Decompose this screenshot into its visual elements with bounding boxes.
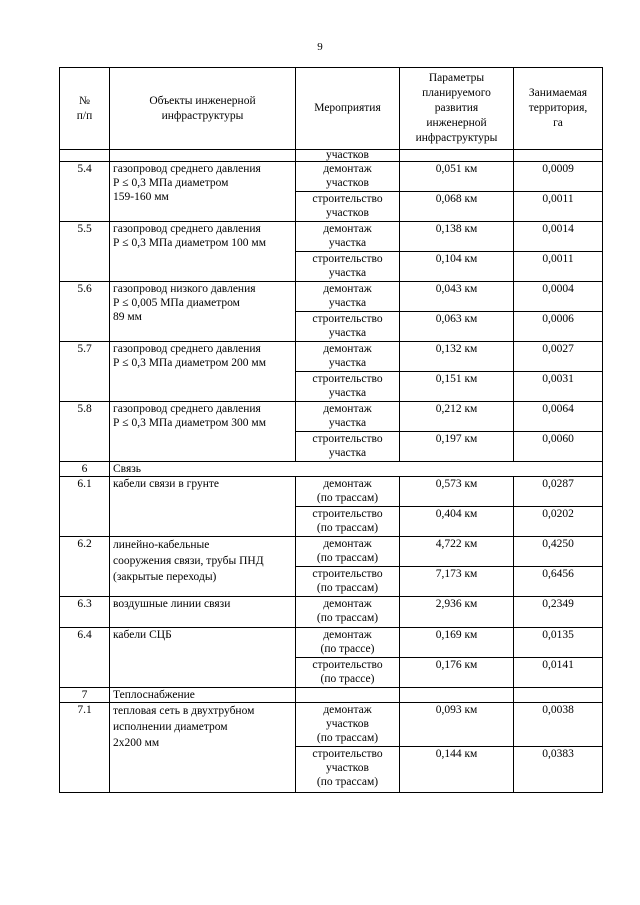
measure-cell: демонтаж (по трассе) (296, 628, 400, 658)
area-cell: 0,0031 (514, 372, 603, 402)
measure-cell: демонтаж (по трассам) (296, 477, 400, 507)
table-row (60, 628, 603, 658)
param-cell: 0,151 км (400, 372, 514, 402)
param-cell: 0,132 км (400, 342, 514, 372)
header-num: № п/п (60, 68, 110, 150)
param-cell: 0,144 км (400, 747, 514, 793)
area-cell: 0,0004 (514, 282, 603, 312)
area-cell: 0,0064 (514, 402, 603, 432)
measure-cell: участков (296, 150, 400, 162)
table-row (60, 703, 603, 747)
page-number: 9 (317, 41, 323, 53)
param-cell: 0,404 км (400, 507, 514, 537)
table-row (60, 402, 603, 432)
section-number: 6 (60, 462, 110, 477)
measure-cell: строительство (по трассам) (296, 507, 400, 537)
header-area: Занимаемая территория, га (514, 68, 603, 150)
object-cell: газопровод среднего давления Р ≤ 0,3 МПа диаметром 200 мм (110, 342, 296, 402)
param-cell: 0,176 км (400, 658, 514, 688)
object-cell: газопровод низкого давления Р ≤ 0,005 МПа диаметром 89 мм (110, 282, 296, 342)
area-cell: 0,0014 (514, 222, 603, 252)
object-cell: тепловая сеть в двухтрубном исполнении диаметром 2x200 мм (110, 703, 296, 793)
area-cell: 0,0141 (514, 658, 603, 688)
measure-cell: строительство участков (296, 192, 400, 222)
measure-cell: демонтаж участка (296, 402, 400, 432)
row-number: 5.4 (60, 162, 110, 222)
row-number: 6.3 (60, 597, 110, 628)
param-cell: 0,093 км (400, 703, 514, 747)
measure-cell: демонтаж участка (296, 222, 400, 252)
area-cell: 0,0038 (514, 703, 603, 747)
section-number: 7 (60, 688, 110, 703)
measure-cell: демонтаж участков (296, 162, 400, 192)
measure-cell: строительство (по трассе) (296, 658, 400, 688)
row-number: 5.8 (60, 402, 110, 462)
row-number: 6.2 (60, 537, 110, 597)
measure-cell: демонтаж (по трассам) (296, 537, 400, 567)
area-cell: 0,0135 (514, 628, 603, 658)
table-row (60, 597, 603, 628)
measure-cell: строительство участков (по трассам) (296, 747, 400, 793)
measure-cell: демонтаж участка (296, 282, 400, 312)
object-cell: воздушные линии связи (110, 597, 296, 628)
infrastructure-table (59, 67, 603, 793)
header-object: Объекты инженерной инфраструктуры (110, 68, 296, 150)
param-cell: 0,169 км (400, 628, 514, 658)
header-measure: Мероприятия (296, 68, 400, 150)
section-title: Теплоснабжение (110, 688, 296, 703)
table-row (60, 282, 603, 312)
measure-cell: строительство участка (296, 372, 400, 402)
area-cell: 0,0027 (514, 342, 603, 372)
area-cell: 0,0383 (514, 747, 603, 793)
param-cell: 0,138 км (400, 222, 514, 252)
param-cell: 0,068 км (400, 192, 514, 222)
param-cell: 0,063 км (400, 312, 514, 342)
area-cell: 0,4250 (514, 537, 603, 567)
area-cell: 0,0202 (514, 507, 603, 537)
table-row (60, 342, 603, 372)
area-cell: 0,0287 (514, 477, 603, 507)
area-cell: 0,0006 (514, 312, 603, 342)
object-cell: кабели СЦБ (110, 628, 296, 688)
measure-cell: строительство (по трассам) (296, 567, 400, 597)
row-number: 5.6 (60, 282, 110, 342)
row-number: 5.5 (60, 222, 110, 282)
area-cell: 0,0009 (514, 162, 603, 192)
table-header-row (60, 68, 603, 150)
object-cell: газопровод среднего давления Р ≤ 0,3 МПа диаметром 100 мм (110, 222, 296, 282)
measure-cell: строительство участка (296, 432, 400, 462)
object-cell: кабели связи в грунте (110, 477, 296, 537)
object-cell: газопровод среднего давления Р ≤ 0,3 МПа диаметром 300 мм (110, 402, 296, 462)
object-cell: газопровод среднего давления Р ≤ 0,3 МПа диаметром 159-160 мм (110, 162, 296, 222)
object-cell: линейно-кабельные сооружения связи, трубы ПНД (закрытые переходы) (110, 537, 296, 597)
section-row (60, 688, 603, 703)
area-cell: 0,6456 (514, 567, 603, 597)
param-cell: 0,104 км (400, 252, 514, 282)
section-row (60, 462, 603, 477)
param-cell: 0,051 км (400, 162, 514, 192)
param-cell: 0,197 км (400, 432, 514, 462)
table-row (60, 477, 603, 507)
area-cell: 0,0011 (514, 192, 603, 222)
area-cell: 0,0011 (514, 252, 603, 282)
measure-cell: строительство участка (296, 312, 400, 342)
table-row (60, 162, 603, 192)
measure-cell: демонтаж участков (по трассам) (296, 703, 400, 747)
row-number: 6.4 (60, 628, 110, 688)
header-params: Параметры планируемого развития инженерной инфраструктуры (400, 68, 514, 150)
row-number: 7.1 (60, 703, 110, 793)
area-cell: 0,0060 (514, 432, 603, 462)
param-cell: 4,722 км (400, 537, 514, 567)
param-cell: 0,043 км (400, 282, 514, 312)
measure-cell: демонтаж участка (296, 342, 400, 372)
param-cell: 7,173 км (400, 567, 514, 597)
row-number: 5.7 (60, 342, 110, 402)
param-cell: 0,573 км (400, 477, 514, 507)
table-row (60, 537, 603, 567)
row-number: 6.1 (60, 477, 110, 537)
param-cell: 0,212 км (400, 402, 514, 432)
param-cell: 2,936 км (400, 597, 514, 628)
area-cell: 0,2349 (514, 597, 603, 628)
measure-cell: демонтаж (по трассам) (296, 597, 400, 628)
section-title: Связь (110, 462, 603, 477)
measure-cell: строительство участка (296, 252, 400, 282)
table-row (60, 222, 603, 252)
table-row (60, 150, 603, 162)
